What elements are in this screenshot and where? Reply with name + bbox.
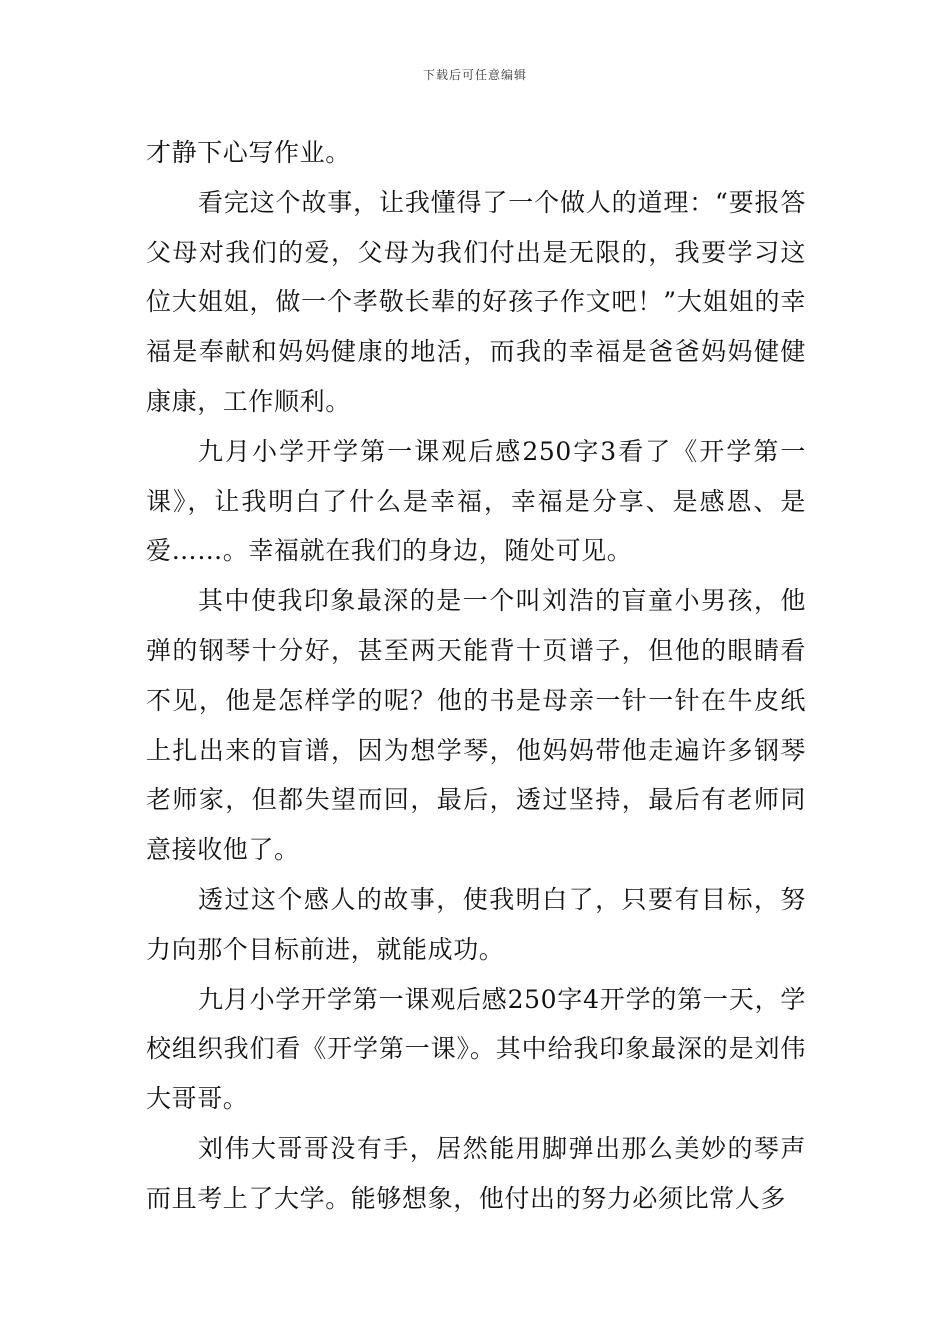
paragraph-2: 看完这个故事，让我懂得了一个做人的道理：“要报答父母对我们的爱，父母为我们付出是无限的，我要学习这位大姐姐，做一个孝敬长辈的好孩子作文吧！”大姐姐的幸福是奉献和妈妈健康的地活，而我的幸福是爸爸妈妈健健康康，工作顺利。 (146, 187, 806, 416)
paragraph-1: 才静下心写作业。 (146, 138, 351, 167)
header-note: 下载后可任意编辑 (422, 68, 527, 82)
paragraph-4: 其中使我印象最深的是一个叫刘浩的盲童小男孩，他弹的钢琴十分好，甚至两天能背十页谱子，但他的眼睛看不见，他是怎样学的呢？他的书是母亲一针一针在牛皮纸上扎出来的盲谱，因为想学琴，他妈妈带他走遍许多钢琴老师家，但都失望而回，最后，透过坚持，最后有老师同意接收他了。 (146, 586, 806, 865)
paragraph-3: 九月小学开学第一课观后感250字3看了《开学第一课》，让我明白了什么是幸福，幸福是分享、是感恩、是爱……。幸福就在我们的身边，随处可见。 (146, 436, 806, 566)
paragraph-7: 刘伟大哥哥没有手，居然能用脚弹出那么美妙的琴声而且考上了大学。能够想象，他付出的努力必须比常人多 (146, 1133, 806, 1213)
paragraph-6: 九月小学开学第一课观后感250字4开学的第一天，学校组织我们看《开学第一课》。其中给我印象最深的是刘伟大哥哥。 (146, 984, 806, 1114)
paragraph-5: 透过这个感人的故事，使我明白了，只要有目标，努力向那个目标前进，就能成功。 (146, 884, 806, 964)
document-body (146, 128, 806, 1224)
